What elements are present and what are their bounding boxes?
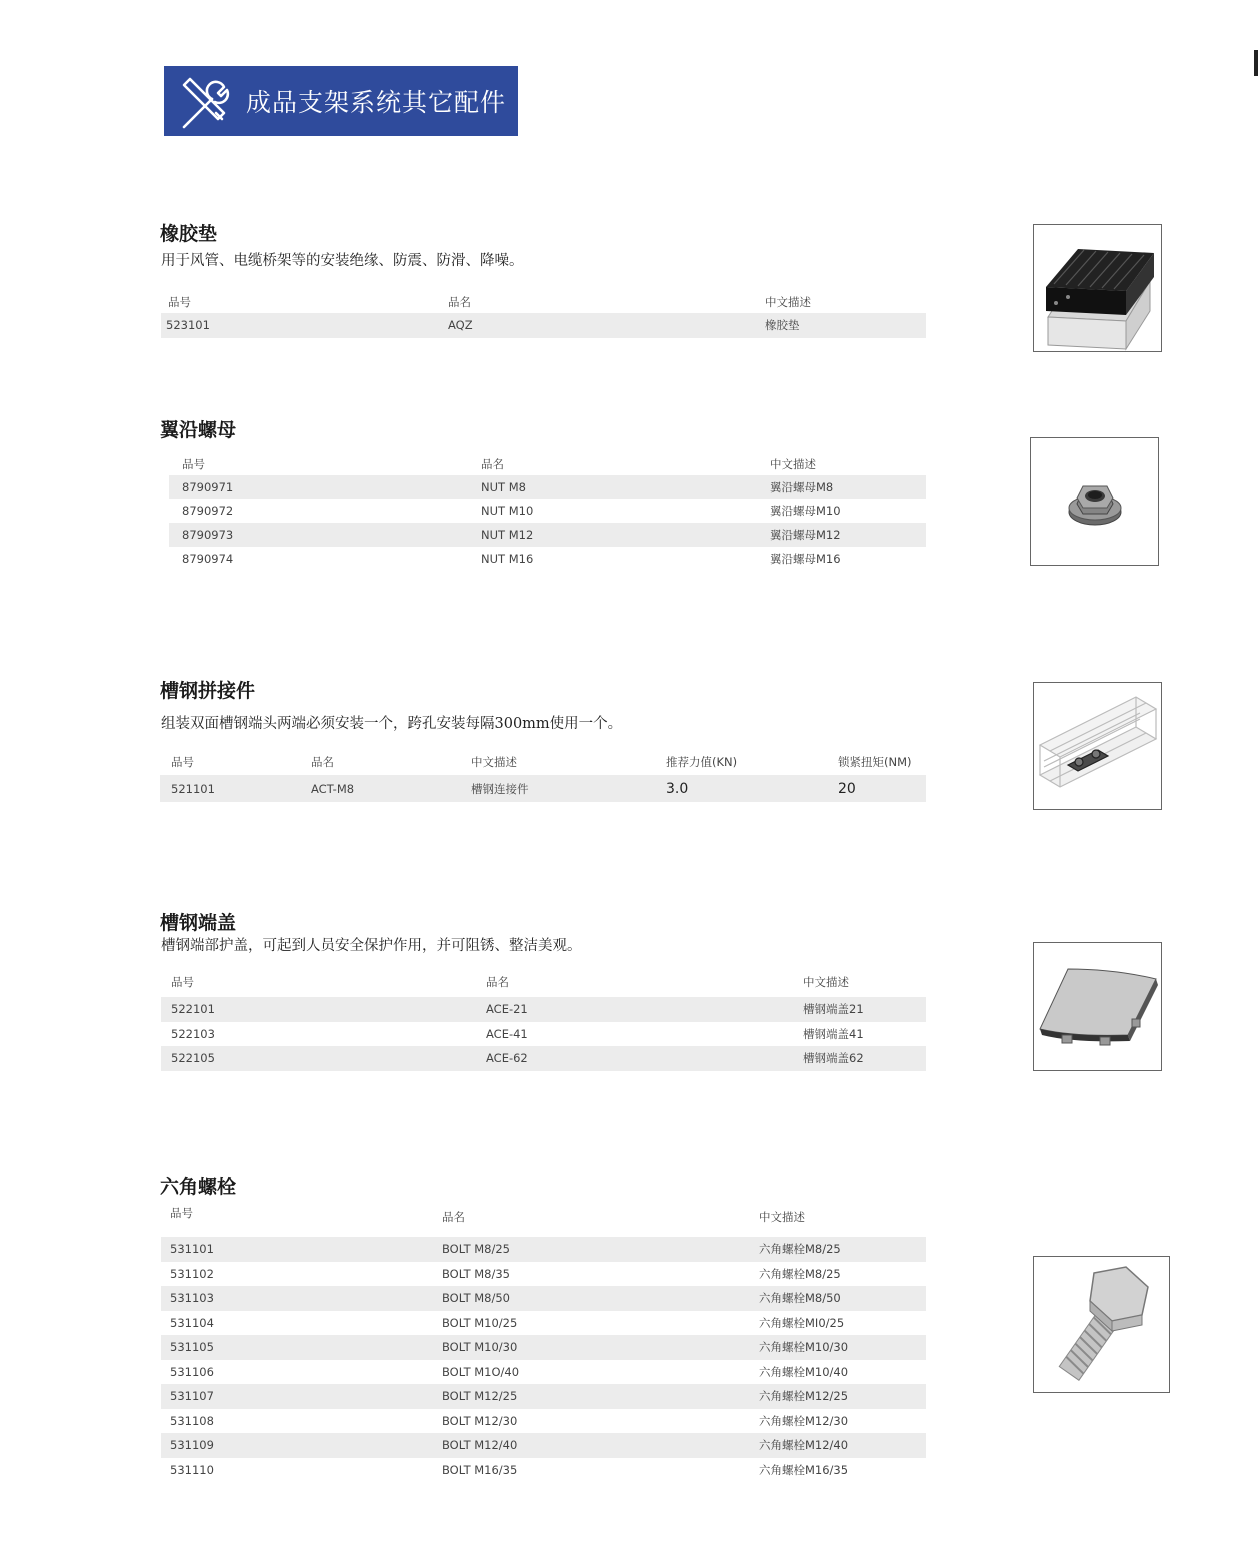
cell-name: BOLT M8/25 <box>442 1242 510 1257</box>
section-title-rubber: 橡胶垫 <box>160 223 218 245</box>
cell-desc: 槽钢端盖41 <box>803 1026 864 1041</box>
table-row <box>161 1262 926 1287</box>
cell-name: AQZ <box>448 318 473 333</box>
table-flange-nut <box>169 453 926 571</box>
cell-name: BOLT M8/50 <box>442 1291 510 1306</box>
table-row <box>161 1286 926 1311</box>
cell-name: BOLT M16/35 <box>442 1462 518 1477</box>
table-row <box>161 1022 926 1047</box>
header-torque: 锁紧扭矩(NM) <box>838 755 912 769</box>
table-header <box>169 453 926 475</box>
cell-part-no: 531107 <box>170 1389 214 1404</box>
cell-desc: 六角螺栓M10/30 <box>759 1340 849 1355</box>
table-row <box>160 775 926 802</box>
cell-part-no: 523101 <box>166 318 210 333</box>
cell-name: NUT M16 <box>481 552 534 566</box>
table-row <box>161 1409 926 1434</box>
section-desc-rubber: 用于风管、电缆桥架等的安装绝缘、防震、防滑、降噪。 <box>161 253 524 269</box>
cell-desc: 橡胶垫 <box>765 318 800 333</box>
header-name: 品名 <box>448 295 471 309</box>
cell-desc: 六角螺栓MI0/25 <box>759 1315 845 1330</box>
table-row <box>161 1384 926 1409</box>
table-header <box>160 749 926 775</box>
cell-name: ACE-41 <box>486 1026 528 1041</box>
table-header <box>161 291 926 313</box>
table-row <box>169 475 926 499</box>
header-desc: 中文描述 <box>765 295 811 309</box>
header-name: 品名 <box>481 457 504 471</box>
cell-name: ACE-62 <box>486 1051 528 1066</box>
cell-desc: 槽钢端盖21 <box>803 1002 864 1017</box>
cell-desc: 六角螺栓M12/40 <box>759 1438 849 1453</box>
header-name: 品名 <box>442 1209 465 1224</box>
table-header <box>161 967 926 997</box>
cell-desc: 翼沿螺母M12 <box>770 528 841 542</box>
cell-name: BOLT M10/25 <box>442 1315 518 1330</box>
cell-desc: 翼沿螺母M8 <box>770 480 834 494</box>
table-splice <box>160 749 926 802</box>
table-hex-bolt <box>161 1203 926 1482</box>
cell-part-no: 531104 <box>170 1315 214 1330</box>
cell-desc: 六角螺栓M16/35 <box>759 1462 849 1477</box>
cell-name: NUT M10 <box>481 504 534 518</box>
end-cap-photo <box>1033 942 1162 1071</box>
cell-part-no: 531108 <box>170 1413 214 1428</box>
table-row <box>161 997 926 1022</box>
header-desc: 中文描述 <box>770 457 816 471</box>
header-name: 品名 <box>311 755 334 769</box>
cell-part-no: 522103 <box>171 1026 215 1041</box>
rubber-pad-photo <box>1033 224 1162 352</box>
table-end-cap <box>161 967 926 1071</box>
section-title-end-cap: 槽钢端盖 <box>160 912 237 934</box>
table-row <box>161 1433 926 1458</box>
cell-part-no: 8790974 <box>182 552 234 566</box>
cell-part-no: 522101 <box>171 1002 215 1017</box>
section-banner <box>164 66 518 136</box>
cell-name: BOLT M12/25 <box>442 1389 518 1404</box>
table-row <box>161 1360 926 1385</box>
section-desc-splice: 组装双面槽钢端头两端必须安装一个，跨孔安装每隔300mm使用一个。 <box>161 716 623 732</box>
table-row <box>169 523 926 547</box>
section-desc-end-cap: 槽钢端部护盖，可起到人员安全保护作用，并可阻锈、整洁美观。 <box>161 938 582 954</box>
cell-part-no: 531103 <box>170 1291 214 1306</box>
header-part-no: 品号 <box>170 1206 193 1221</box>
cell-part-no: 531110 <box>170 1462 214 1477</box>
header-desc: 中文描述 <box>759 1209 805 1224</box>
hex-bolt-photo <box>1033 1256 1170 1393</box>
table-row <box>169 499 926 523</box>
table-header <box>161 1203 926 1237</box>
cell-desc: 翼沿螺母M16 <box>770 552 841 566</box>
cell-part-no: 522105 <box>171 1051 215 1066</box>
header-force: 推荐力值(KN) <box>666 755 738 769</box>
cell-part-no: 531101 <box>170 1242 214 1257</box>
section-title-hex-bolt: 六角螺栓 <box>160 1176 237 1198</box>
page-edge-mark <box>1254 50 1258 76</box>
table-rubber <box>161 291 926 338</box>
cell-desc: 六角螺栓M8/25 <box>759 1242 841 1257</box>
table-row <box>161 1458 926 1483</box>
cell-name: NUT M8 <box>481 480 526 494</box>
cell-desc: 槽钢端盖62 <box>803 1051 864 1066</box>
table-row <box>169 547 926 571</box>
header-part-no: 品号 <box>171 755 194 769</box>
cell-desc: 翼沿螺母M10 <box>770 504 841 518</box>
cell-part-no: 521101 <box>171 781 215 796</box>
cell-part-no: 8790971 <box>182 480 234 494</box>
cell-desc: 六角螺栓M8/25 <box>759 1266 841 1281</box>
cell-name: ACT-M8 <box>311 781 355 796</box>
cell-force: 3.0 <box>666 780 689 797</box>
cell-desc: 六角螺栓M12/30 <box>759 1413 849 1428</box>
cell-name: BOLT M12/30 <box>442 1413 518 1428</box>
cell-desc: 槽钢连接件 <box>471 781 529 796</box>
section-title-flange-nut: 翼沿螺母 <box>160 419 237 441</box>
cell-part-no: 531106 <box>170 1364 214 1379</box>
header-part-no: 品号 <box>171 975 194 989</box>
table-row <box>161 1311 926 1336</box>
cell-part-no: 8790972 <box>182 504 234 518</box>
cell-part-no: 8790973 <box>182 528 234 542</box>
cell-desc: 六角螺栓M10/40 <box>759 1364 849 1379</box>
channel-splice-photo <box>1033 682 1162 810</box>
table-row <box>161 1335 926 1360</box>
table-row <box>161 313 926 338</box>
header-desc: 中文描述 <box>471 755 517 769</box>
table-row <box>161 1046 926 1071</box>
cell-torque: 20 <box>838 780 856 797</box>
section-title-splice: 槽钢拼接件 <box>160 680 256 702</box>
cell-name: BOLT M12/40 <box>442 1438 518 1453</box>
cell-name: BOLT M8/35 <box>442 1266 510 1281</box>
flange-nut-photo <box>1030 437 1159 566</box>
header-desc: 中文描述 <box>803 975 849 989</box>
banner-title: 成品支架系统其它配件 <box>246 88 507 117</box>
header-part-no: 品号 <box>168 295 191 309</box>
tools-icon <box>176 71 236 131</box>
header-part-no: 品号 <box>182 457 205 471</box>
cell-part-no: 531102 <box>170 1266 214 1281</box>
cell-name: BOLT M10/30 <box>442 1340 518 1355</box>
cell-name: NUT M12 <box>481 528 534 542</box>
cell-name: BOLT M1O/40 <box>442 1364 520 1379</box>
cell-name: ACE-21 <box>486 1002 528 1017</box>
header-name: 品名 <box>486 975 509 989</box>
cell-desc: 六角螺栓M12/25 <box>759 1389 849 1404</box>
table-row <box>161 1237 926 1262</box>
cell-desc: 六角螺栓M8/50 <box>759 1291 841 1306</box>
cell-part-no: 531109 <box>170 1438 214 1453</box>
cell-part-no: 531105 <box>170 1340 214 1355</box>
